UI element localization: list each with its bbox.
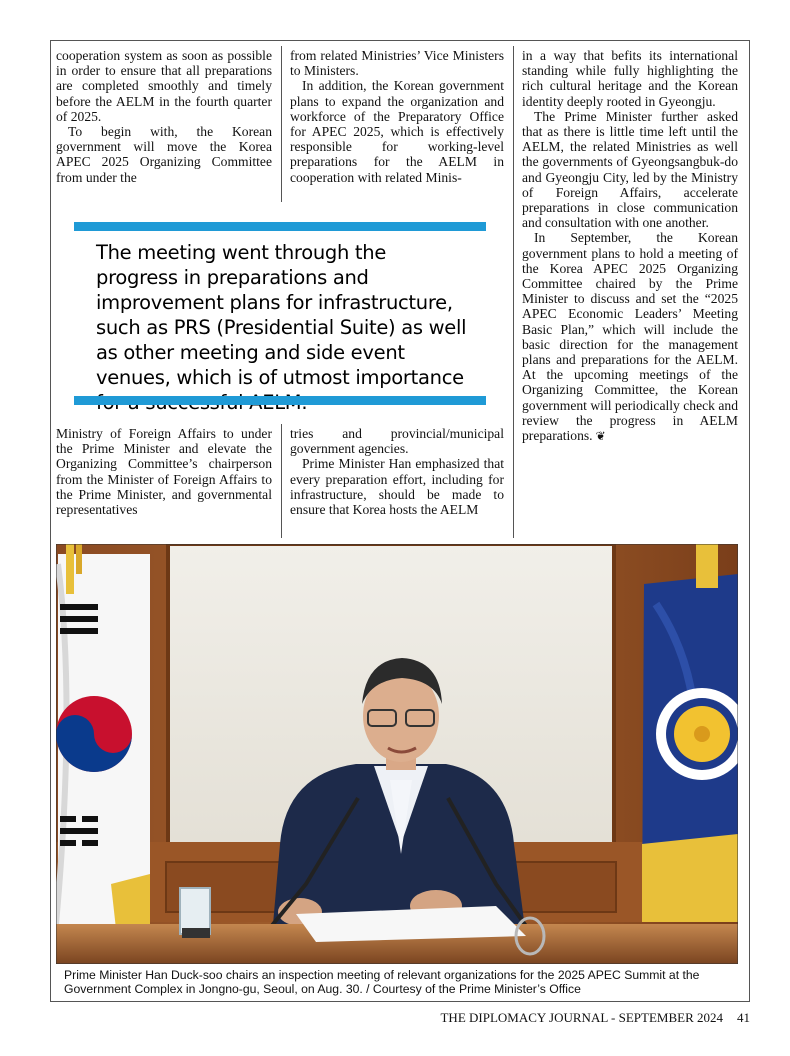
page-number: 41 bbox=[737, 1010, 750, 1025]
photo-caption: Prime Minister Han Duck-soo chairs an inspection meeting of relevant organizations for the 2025 APEC Summit at the Government Complex in Jongno-gu, Seoul, on Aug. 30. / Courtesy of the Prime Minister’s Office bbox=[64, 968, 700, 996]
publication-name: THE DIPLOMACY JOURNAL - SEPTEMBER 2024 bbox=[440, 1010, 723, 1025]
article-paragraph: from related Ministries’ Vice Ministers to Ministers. bbox=[290, 48, 504, 79]
article-column-2-top bbox=[290, 48, 504, 185]
pull-quote: The meeting went through the progress in preparations and improvement plans for infrastructure, such as PRS (Presidential Suite) as well as other meeting and side event venues, which is of utmost importance bbox=[96, 241, 467, 389]
meeting-photo bbox=[56, 544, 738, 964]
article-paragraph: Prime Minister Han emphasized that every preparation effort, including for infrastructure, should be made to ensure that Korea hosts the AELM bbox=[290, 456, 504, 518]
article-column-3 bbox=[522, 48, 738, 444]
article-column-1-bottom bbox=[56, 426, 272, 517]
article-paragraph: Ministry of Foreign Affairs to under the Prime Minister and elevate the Organizing Committee’s chairperson from the Minister of Foreign Affairs to the Prime Minister, and governmental representatives bbox=[56, 426, 272, 518]
column-rule-2 bbox=[513, 46, 514, 538]
end-mark-icon: ❦ bbox=[592, 429, 606, 444]
article-paragraph: cooperation system as soon as possible in order to ensure that all preparations are completed smoothly and timely before the AELM in the fourth quarter of 2025. bbox=[56, 48, 272, 124]
page-footer bbox=[440, 1010, 750, 1026]
korean-flag bbox=[56, 544, 150, 929]
article-column-2-bottom bbox=[290, 426, 504, 517]
column-rule-1-top bbox=[281, 46, 282, 202]
article-paragraph: tries and provincial/municipal government agencies. bbox=[290, 426, 504, 457]
pull-quote-top-bar bbox=[74, 222, 486, 231]
government-flag bbox=[642, 544, 738, 922]
article-paragraph: The Prime Minister further asked that as there is little time left until the AELM, the related Ministries as well the governments of Gyeongsangbuk-do and Gyeongju City, led by the Ministry of Foreign Affairs, accelerate preparations in close communication and consultation with one another. bbox=[522, 108, 738, 231]
article-paragraph: In September, the Korean government plans to hold a meeting of the Korea APEC 2025 Organizing Committee chaired by the Prime Minister to discuss and set the “2025 APEC Economic Leaders’ Meeting Basic Plan,” which will include the basic direction for the management plans and preparations for the AELM. At the upcoming meetings of the Organizing Committee, the Korean government will periodically check and review the progress in AELM preparations. ❦ bbox=[522, 230, 738, 444]
article-paragraph: To begin with, the Korean government will move the Korea APEC 2025 Organizing Committee from under the bbox=[56, 124, 272, 185]
article-paragraph: In addition, the Korean government plans to expand the organization and workforce of the Preparatory Office for APEC 2025, which is effectively responsible for working-level preparations for the AELM in cooperation with related Minis- bbox=[290, 78, 504, 185]
article-column-1-top bbox=[56, 48, 272, 185]
article-paragraph: in a way that befits its international standing while fully highlighting the rich cultural heritage and the Korean identity deeply rooted in Gyeongju. bbox=[522, 48, 738, 109]
pull-quote-bottom-bar bbox=[74, 396, 486, 405]
column-rule-1-bottom bbox=[281, 424, 282, 538]
